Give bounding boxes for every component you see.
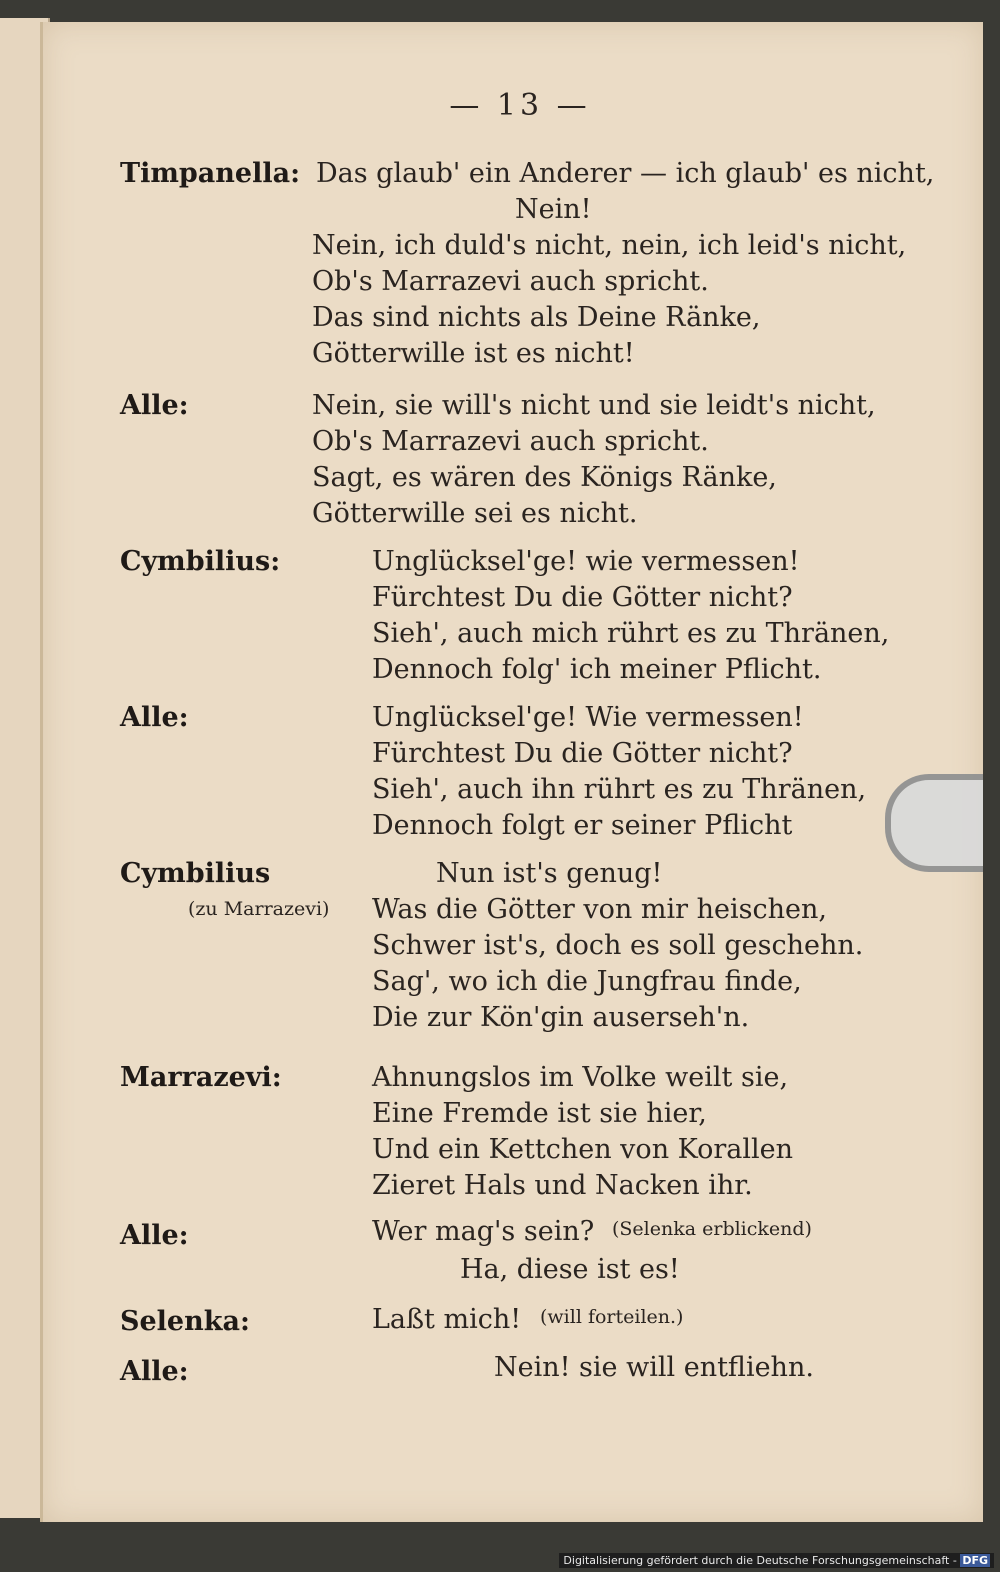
- verse-line: Ob's Marrazevi auch spricht.: [312, 426, 709, 457]
- verse-line: Dennoch folg' ich meiner Pflicht.: [372, 654, 822, 685]
- page-number: — 13 —: [449, 88, 591, 123]
- verse-line: Nun ist's genug!: [436, 858, 663, 889]
- verse-line: Schwer ist's, doch es soll geschehn.: [372, 930, 864, 961]
- verse-line: Nein! sie will entfliehn.: [494, 1352, 814, 1383]
- verse-line: Wer mag's sein?: [372, 1216, 595, 1247]
- verse-line: Sagt, es wären des Königs Ränke,: [312, 462, 777, 493]
- verse-line: Das glaub' ein Anderer — ich glaub' es nicht,: [316, 158, 935, 189]
- verse-line: Was die Götter von mir heischen,: [372, 894, 827, 925]
- paper-clip: [885, 774, 983, 872]
- verse-line: Götterwille ist es nicht!: [312, 338, 635, 369]
- speaker-marrazevi: Marrazevi:: [120, 1062, 282, 1093]
- verse-line: Ha, diese ist es!: [460, 1254, 680, 1285]
- verse-line: Fürchtest Du die Götter nicht?: [372, 738, 793, 769]
- verse-line: Dennoch folgt er seiner Pflicht: [372, 810, 793, 841]
- speaker-alle: Alle:: [120, 1220, 189, 1251]
- verse-line: Unglücksel'ge! Wie vermessen!: [372, 702, 804, 733]
- stage-direction: (Selenka erblickend): [612, 1218, 812, 1240]
- speaker-alle: Alle:: [120, 1356, 189, 1387]
- speaker-timpanella: Timpanella:: [120, 158, 301, 189]
- stage-direction: (zu Marrazevi): [188, 898, 330, 920]
- verse-line: Nein!: [515, 194, 592, 225]
- verse-line: Nein, sie will's nicht und sie leidt's nicht,: [312, 390, 876, 421]
- verse-line: Unglücksel'ge! wie vermessen!: [372, 546, 800, 577]
- speaker-alle: Alle:: [120, 702, 189, 733]
- verse-line: Zieret Hals und Nacken ihr.: [372, 1170, 753, 1201]
- verse-line: Fürchtest Du die Götter nicht?: [372, 582, 793, 613]
- verse-line: Eine Fremde ist sie hier,: [372, 1098, 707, 1129]
- verse-line: Das sind nichts als Deine Ränke,: [312, 302, 761, 333]
- speaker-cymbilius: Cymbilius:: [120, 546, 281, 577]
- verse-line: Nein, ich duld's nicht, nein, ich leid's nicht,: [312, 230, 907, 261]
- dfg-logo: DFG: [962, 1554, 988, 1567]
- speaker-cymbilius: Cymbilius: [120, 858, 271, 889]
- verse-line: Und ein Kettchen von Korallen: [372, 1134, 794, 1165]
- verse-line: Götterwille sei es nicht.: [312, 498, 638, 529]
- verse-line: Die zur Kön'gin auserseh'n.: [372, 1002, 750, 1033]
- credit-text: Digitalisierung gefördert durch die Deutsche Forschungsgemeinschaft -: [563, 1554, 957, 1567]
- verse-line: Sag', wo ich die Jungfrau finde,: [372, 966, 802, 997]
- verse-line: Ob's Marrazevi auch spricht.: [312, 266, 709, 297]
- verse-line: Sieh', auch mich rührt es zu Thränen,: [372, 618, 890, 649]
- speaker-alle: Alle:: [120, 390, 189, 421]
- verse-line: Laßt mich!: [372, 1304, 522, 1335]
- verse-line: Ahnungslos im Volke weilt sie,: [372, 1062, 789, 1093]
- speaker-selenka: Selenka:: [120, 1306, 250, 1337]
- verse-line: Sieh', auch ihn rührt es zu Thränen,: [372, 774, 867, 805]
- stage-direction: (will forteilen.): [540, 1306, 684, 1328]
- digitization-credit: [559, 1553, 994, 1568]
